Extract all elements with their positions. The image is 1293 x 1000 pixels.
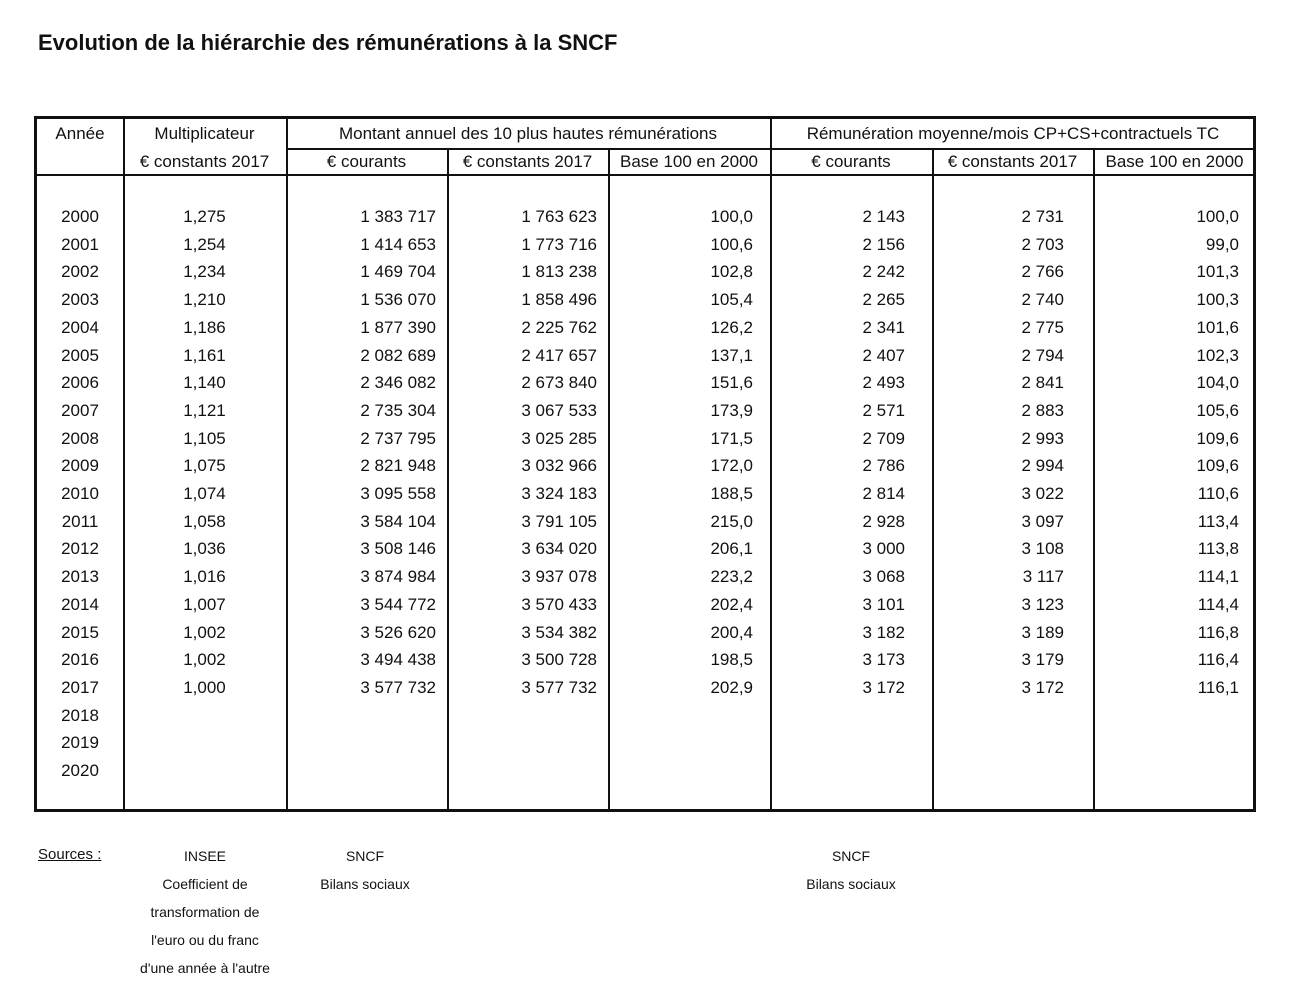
table-cell-mult: 1,058 [183,511,226,531]
table-cell-mult: 1,186 [183,317,226,337]
table-cell-h-cur: 3 577 732 [360,677,436,697]
table-cell-m-base: 113,4 [1197,511,1239,531]
table-cell-h-cur: 1 469 704 [360,262,436,282]
table-cell-mult: 1,121 [183,400,226,420]
table-cell-year: 2003 [61,290,99,310]
table-cell-m-base: 109,6 [1196,428,1239,448]
table-cell-m-base: 104,0 [1196,373,1239,393]
table-cell-year: 2005 [61,345,99,365]
table-cell-m-base: 101,6 [1196,317,1239,337]
table-cell-h-base: 173,9 [710,400,753,420]
table-cell-m-cur: 2 341 [862,317,905,337]
table-cell-mult: 1,007 [183,594,226,614]
table-cell-m-const: 2 775 [1021,317,1064,337]
table-cell-m-const: 3 022 [1021,484,1064,503]
table-cell-m-cur: 2 814 [862,484,905,503]
table-cell-m-cur: 2 242 [862,262,905,282]
header-multiplicateur: Multiplicateur [154,124,255,143]
table-cell-h-base: 223,2 [710,567,753,587]
table-cell-h-cur: 3 874 984 [360,567,436,587]
header-group-average-salary: Rémunération moyenne/mois CP+CS+contractuels TC [806,124,1220,143]
table-cell-h-const: 3 577 732 [521,677,597,697]
header-multiplicateur-unit: € constants 2017 [139,152,270,171]
table-cell-year: 2014 [61,594,99,614]
table-cell-h-const: 1 773 716 [521,234,597,254]
header-annee: Année [55,124,105,143]
table-cell-h-cur: 3 584 104 [360,511,436,531]
table-cell-m-const: 3 179 [1021,650,1064,670]
table-cell-m-base: 116,8 [1197,622,1239,642]
table-cell-h-cur: 2 737 795 [360,428,436,448]
table-cell-h-const: 3 791 105 [521,511,597,531]
table-cell-h-base: 215,0 [710,511,753,531]
table-cell-h-base: 206,1 [710,539,753,559]
table-cell-h-base: 100,6 [710,234,753,254]
table-cell-mult: 1,254 [183,234,226,254]
table-cell-year: 2016 [61,650,99,670]
table-cell-h-cur: 1 536 070 [360,290,436,310]
table-cell-m-base: 101,3 [1196,262,1239,282]
table-cell-m-const: 2 994 [1021,456,1064,476]
table-cell-m-cur: 2 493 [862,373,905,393]
table-cell-m-cur: 2 786 [862,456,905,476]
table-cell-m-cur: 2 156 [862,234,905,254]
table-cell-year: 2010 [61,484,99,503]
source-sncf-average: SNCF Bilans sociaux [806,848,896,892]
table-cell-h-base: 105,4 [710,290,753,310]
table-cell-m-base: 114,4 [1197,594,1239,614]
table-cell-m-const: 2 731 [1021,207,1064,226]
table-cell-m-cur: 3 172 [862,677,905,697]
table-cell-h-const: 3 534 382 [521,622,597,642]
table-cell-m-const: 3 108 [1021,539,1064,559]
table-cell-h-base: 172,0 [710,456,753,476]
table-cell-h-const: 3 032 966 [521,456,597,476]
table-cell-h-const: 1 813 238 [521,262,597,282]
table-cell-m-const: 3 172 [1021,677,1064,697]
table-cell-m-cur: 2 143 [862,207,905,226]
table-cell-m-const: 2 766 [1021,262,1064,282]
table-cell-m-base: 109,6 [1196,456,1239,476]
source-sncf-top: SNCF Bilans sociaux [320,848,410,892]
table-cell-h-cur: 2 821 948 [360,456,436,476]
table-cell-m-cur: 2 407 [862,345,905,365]
table-cell-m-const: 2 841 [1021,373,1064,393]
table-cell-m-base: 100,3 [1196,290,1239,310]
table-cell-mult: 1,210 [183,290,226,310]
table-cell-m-base: 102,3 [1196,345,1239,365]
table-cell-m-base: 105,6 [1196,400,1239,420]
table-cell-m-cur: 2 709 [862,428,905,448]
header-base100: Base 100 en 2000 [1105,152,1244,171]
table-cell-h-const: 1 858 496 [521,290,597,310]
table-cell-m-const: 3 117 [1022,567,1064,587]
table-cell-year: 2018 [61,705,99,725]
table-cell-mult: 1,275 [183,207,226,226]
table-cell-m-cur: 2 265 [862,290,905,310]
table-cell-h-base: 200,4 [710,622,753,642]
table-cell-h-cur: 3 494 438 [360,650,436,670]
table-cell-mult: 1,161 [183,345,226,365]
table-cell-h-base: 198,5 [710,650,753,670]
table-cell-m-cur: 3 000 [862,539,905,559]
header-constants: € constants 2017 [947,152,1078,171]
table-cell-h-cur: 1 414 653 [360,234,436,254]
table-cell-year: 2019 [61,733,99,753]
table-cell-h-const: 2 225 762 [521,317,597,337]
table-cell-mult: 1,074 [183,484,226,503]
header-constants: € constants 2017 [462,152,593,171]
table-cell-m-cur: 2 928 [862,511,905,531]
table-cell-mult: 1,234 [183,262,226,282]
table-cell-h-cur: 3 544 772 [360,594,436,614]
table-cell-m-cur: 3 068 [862,567,905,587]
table-cell-year: 2012 [61,539,99,559]
table-cell-m-base: 116,1 [1197,677,1239,697]
table-cell-m-const: 2 883 [1021,400,1064,420]
table-cell-m-const: 3 097 [1021,511,1064,531]
table-cell-h-const: 3 025 285 [521,428,597,448]
table-cell-year: 2011 [61,511,99,531]
table-cell-mult: 1,105 [183,428,226,448]
table-cell-h-cur: 2 735 304 [360,400,436,420]
table-cell-m-const: 3 123 [1021,594,1064,614]
table-cell-h-cur: 1 877 390 [360,317,436,337]
table-cell-h-const: 3 937 078 [521,567,597,587]
table-cell-h-cur: 3 095 558 [360,484,436,503]
table-cell-m-base: 116,4 [1197,650,1239,670]
table-cell-year: 2007 [61,400,99,420]
table-cell-h-base: 126,2 [710,317,753,337]
table-cell-year: 2013 [61,567,99,587]
table-cell-m-base: 114,1 [1197,567,1239,587]
header-group-top-salaries: Montant annuel des 10 plus hautes rémunérations [338,124,718,143]
table-cell-m-const: 2 703 [1021,234,1064,254]
table-cell-h-const: 3 570 433 [521,594,597,614]
table-cell-m-cur: 3 173 [862,650,905,670]
table-cell-h-base: 202,9 [710,677,753,697]
table-cell-m-base: 100,0 [1196,207,1239,226]
header-subrule [286,148,1256,150]
table-cell-mult: 1,000 [183,677,226,697]
table-cell-m-cur: 3 182 [862,622,905,642]
header-courants: € courants [811,152,891,171]
table-cell-mult: 1,075 [183,456,226,476]
table-cell-m-const: 2 740 [1021,290,1064,310]
table-cell-h-const: 3 634 020 [521,539,597,559]
table-cell-h-cur: 3 508 146 [360,539,436,559]
table-cell-m-cur: 2 571 [862,400,905,420]
table-cell-h-const: 1 763 623 [521,207,597,226]
table-cell-h-cur: 3 526 620 [360,622,436,642]
table-cell-h-base: 171,5 [710,428,753,448]
table-cell-mult: 1,140 [183,373,226,393]
table-cell-mult: 1,036 [183,539,226,559]
table-cell-h-base: 188,5 [710,484,753,503]
table-cell-year: 2017 [61,677,99,697]
table-cell-h-base: 137,1 [710,345,753,365]
table-cell-mult: 1,016 [183,567,226,587]
table-cell-m-base: 110,6 [1197,484,1239,503]
table-cell-year: 2001 [61,234,99,254]
table-cell-h-base: 100,0 [710,207,753,226]
header-base100: Base 100 en 2000 [619,152,758,171]
table-cell-h-const: 3 067 533 [521,400,597,420]
table-cell-year: 2008 [61,428,99,448]
page-title: Evolution de la hiérarchie des rémunérations à la SNCF [38,30,618,55]
table-cell-year: 2020 [61,761,99,780]
table-cell-h-cur: 1 383 717 [360,207,436,226]
table-cell-h-cur: 2 346 082 [360,373,436,393]
table-cell-mult: 1,002 [183,622,226,642]
table-cell-m-const: 3 189 [1021,622,1064,642]
table-cell-m-base: 99,0 [1205,234,1239,254]
table-cell-h-const: 3 500 728 [521,650,597,670]
table-cell-year: 2009 [61,456,99,476]
header-rule [37,174,1256,176]
table-cell-h-base: 151,6 [710,373,753,393]
header-courants: € courants [326,152,407,171]
table-cell-year: 2006 [61,373,99,393]
table-cell-m-const: 2 794 [1021,345,1064,365]
table-cell-h-const: 2 673 840 [521,373,597,393]
table-cell-m-cur: 3 101 [862,594,905,614]
table-cell-h-const: 2 417 657 [521,345,597,365]
table-cell-h-base: 102,8 [710,262,753,282]
table-cell-h-const: 3 324 183 [521,484,597,503]
table-cell-m-const: 2 993 [1021,428,1064,448]
table-cell-year: 2002 [61,262,99,282]
table-cell-mult: 1,002 [183,650,226,670]
sources-label: Sources : [38,846,102,863]
table-cell-year: 2004 [61,317,99,337]
source-insee: INSEE Coefficient de transformation de l'euro ou du franc d'une année à l'autre [140,848,270,976]
remuneration-table [34,116,1256,812]
table-cell-h-cur: 2 082 689 [360,345,436,365]
table-cell-m-base: 113,8 [1197,539,1239,559]
table-cell-h-base: 202,4 [710,594,753,614]
table-cell-year: 2015 [61,622,99,642]
table-cell-year: 2000 [61,207,99,226]
